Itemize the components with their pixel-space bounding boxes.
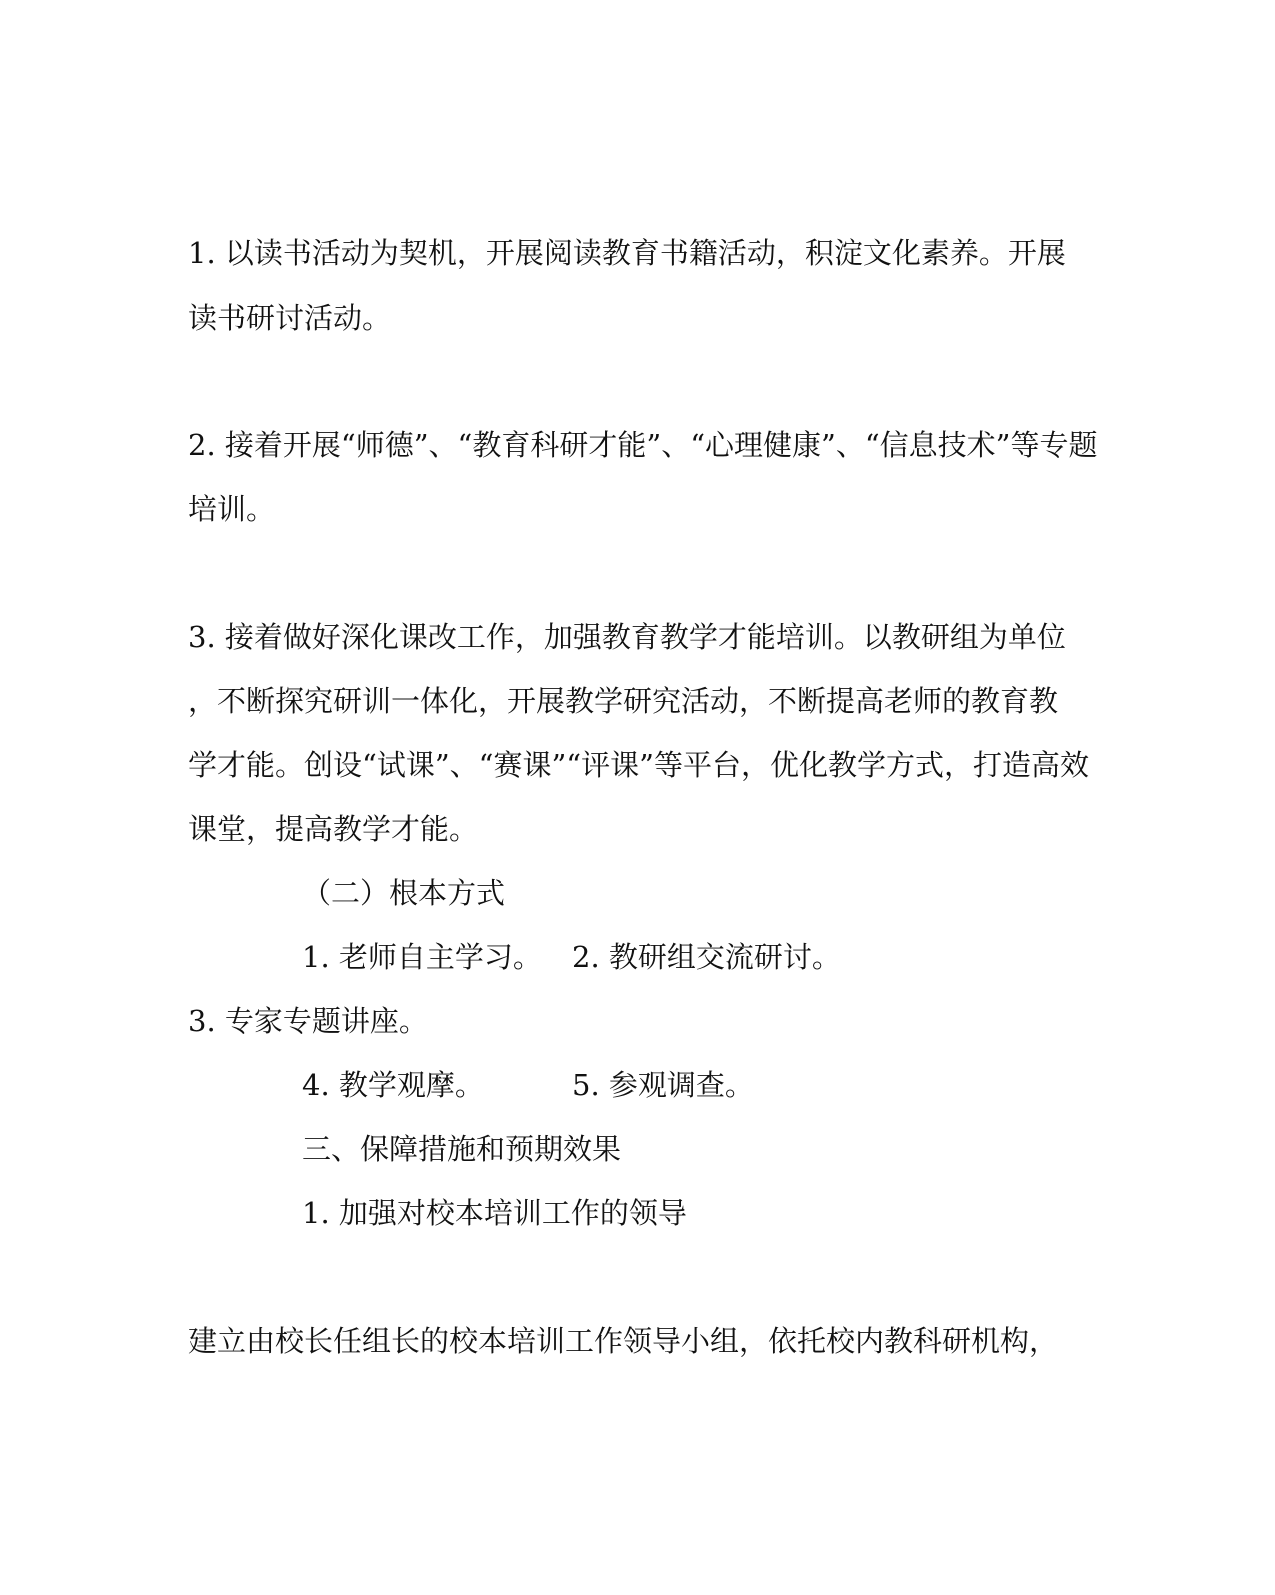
section-heading-safeguards: 三、保障措施和预期效果 — [302, 1132, 622, 1166]
paragraph-3-line-4: 课堂，提高教学才能。 — [188, 812, 479, 846]
paragraph-2-line-1: 2. 接着开展“师德”、“教育科研才能”、“心理健康”、“信息技术”等专题 — [188, 428, 1098, 462]
method-item-4: 4. 教学观摩。 — [302, 1068, 484, 1102]
paragraph-4-line-1: 建立由校长任组长的校本培训工作领导小组，依托校内教科研机构， — [188, 1324, 1059, 1358]
subheading-leadership: 1. 加强对校本培训工作的领导 — [302, 1196, 687, 1230]
paragraph-3-line-3: 学才能。创设“试课”、“赛课”“评课”等平台，优化教学方式，打造高效 — [188, 748, 1089, 782]
method-item-3: 3. 专家专题讲座。 — [188, 1004, 428, 1038]
method-item-1: 1. 老师自主学习。 — [302, 940, 542, 974]
paragraph-1-line-1: 1. 以读书活动为契机，开展阅读教育书籍活动，积淀文化素养。开展 — [188, 236, 1066, 270]
paragraph-3-line-1: 3. 接着做好深化课改工作，加强教育教学才能培训。以教研组为单位 — [188, 620, 1066, 654]
section-heading-basic-methods: （二）根本方式 — [302, 876, 506, 910]
method-item-5: 5. 参观调查。 — [572, 1068, 754, 1102]
method-item-2: 2. 教研组交流研讨。 — [572, 940, 841, 974]
paragraph-3-line-2: ，不断探究研训一体化，开展教学研究活动，不断提高老师的教育教 — [188, 684, 1059, 718]
paragraph-1-line-2: 读书研讨活动。 — [188, 301, 392, 335]
paragraph-2-line-2: 培训。 — [188, 492, 276, 526]
